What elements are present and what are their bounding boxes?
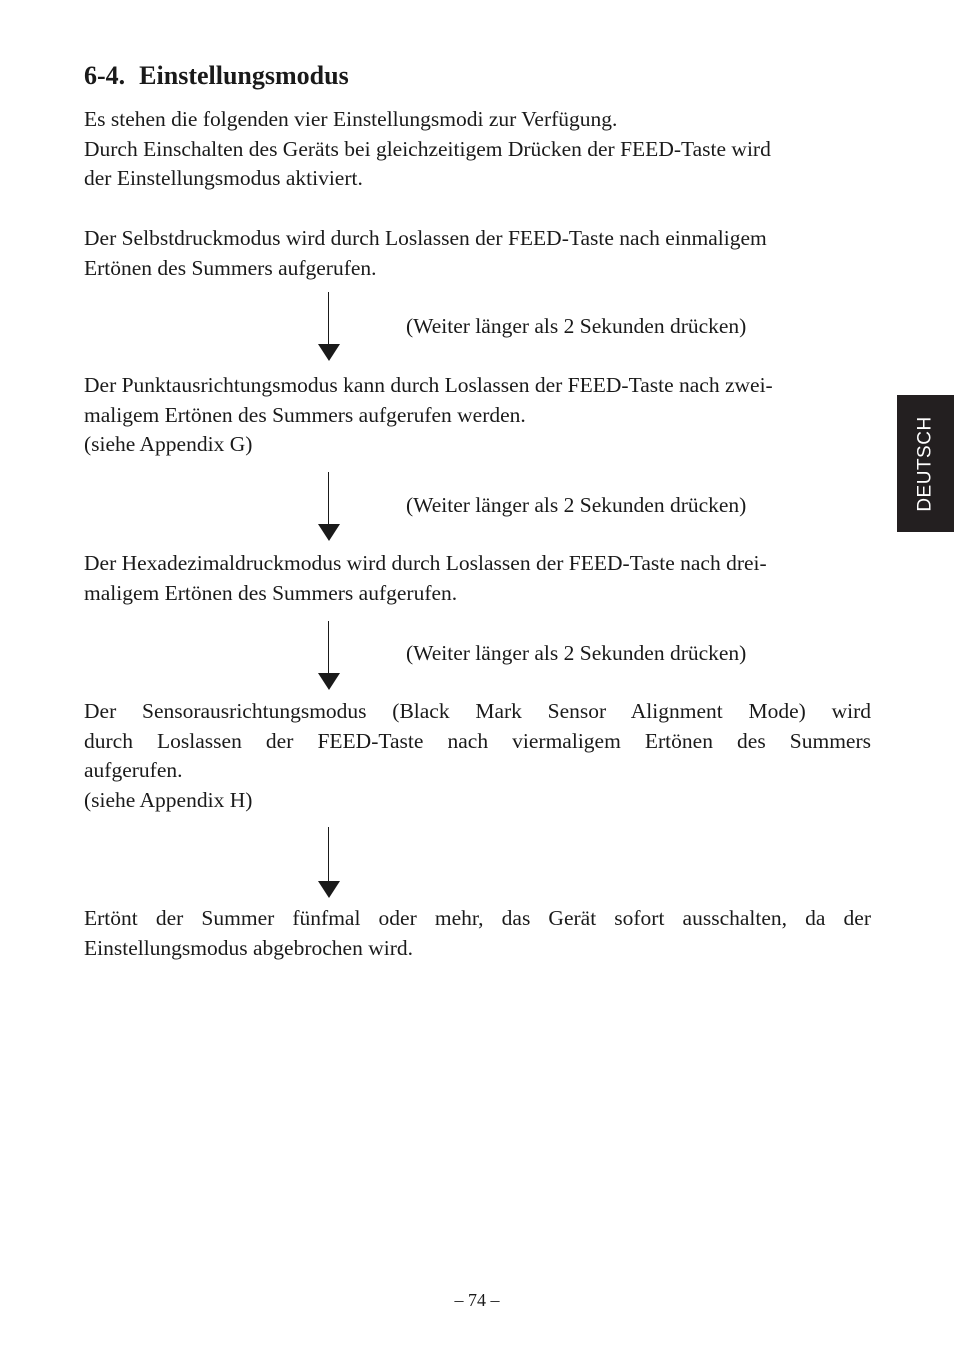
language-tab-label: DEUTSCH	[914, 415, 936, 512]
mode-line: aufgerufen.	[84, 758, 183, 783]
appendix-reference: (siehe Appendix G)	[84, 432, 253, 457]
mode-line: durch Loslassen der FEED-Taste nach viermaligem Ertönen des Summers	[84, 728, 871, 753]
intro-paragraph	[84, 105, 871, 194]
mode-dot-alignment-paragraph	[84, 371, 871, 460]
section-heading	[84, 58, 349, 94]
intro-line: der Einstellungsmodus aktiviert.	[84, 166, 363, 191]
page-number: – 74 –	[454, 1290, 500, 1310]
language-tab	[897, 395, 954, 532]
section-number: 6-4.	[84, 61, 126, 90]
appendix-reference: (siehe Appendix H)	[84, 788, 253, 813]
mode-self-print-paragraph	[84, 224, 871, 283]
mode-hex-dump-paragraph	[84, 549, 871, 608]
mode-line: Der Hexadezimaldruckmodus wird durch Loslassen der FEED-Taste nach drei-	[84, 551, 767, 575]
intro-line: Es stehen die folgenden vier Einstellungsmodi zur Verfügung.	[84, 107, 618, 131]
mode-line: Der Punktausrichtungsmodus kann durch Loslassen der FEED-Taste nach zwei-	[84, 373, 773, 397]
mode-line: maligem Ertönen des Summers aufgerufen.	[84, 580, 458, 605]
mode-line: Der Selbstdruckmodus wird durch Loslassen der FEED-Taste nach einmaligem	[84, 226, 767, 250]
intro-line: Durch Einschalten des Geräts bei gleichzeitigem Drücken der FEED-Taste wird	[84, 136, 771, 161]
section-title: Einstellungsmodus	[139, 61, 349, 90]
cancel-paragraph	[84, 904, 871, 963]
hold-note: (Weiter länger als 2 Sekunden drücken)	[406, 641, 747, 665]
cancel-line: Einstellungsmodus abgebrochen wird.	[84, 935, 414, 960]
mode-line: maligem Ertönen des Summers aufgerufen werden.	[84, 402, 526, 427]
hold-note: (Weiter länger als 2 Sekunden drücken)	[406, 314, 747, 338]
mode-line: Der Sensorausrichtungsmodus (Black Mark Sensor Alignment Mode) wird	[84, 699, 871, 723]
cancel-line: Ertönt der Summer fünfmal oder mehr, das Gerät sofort ausschalten, da der	[84, 906, 871, 930]
mode-line: Ertönen des Summers aufgerufen.	[84, 255, 377, 280]
hold-note: (Weiter länger als 2 Sekunden drücken)	[406, 493, 747, 517]
mode-sensor-alignment-paragraph	[84, 697, 871, 816]
